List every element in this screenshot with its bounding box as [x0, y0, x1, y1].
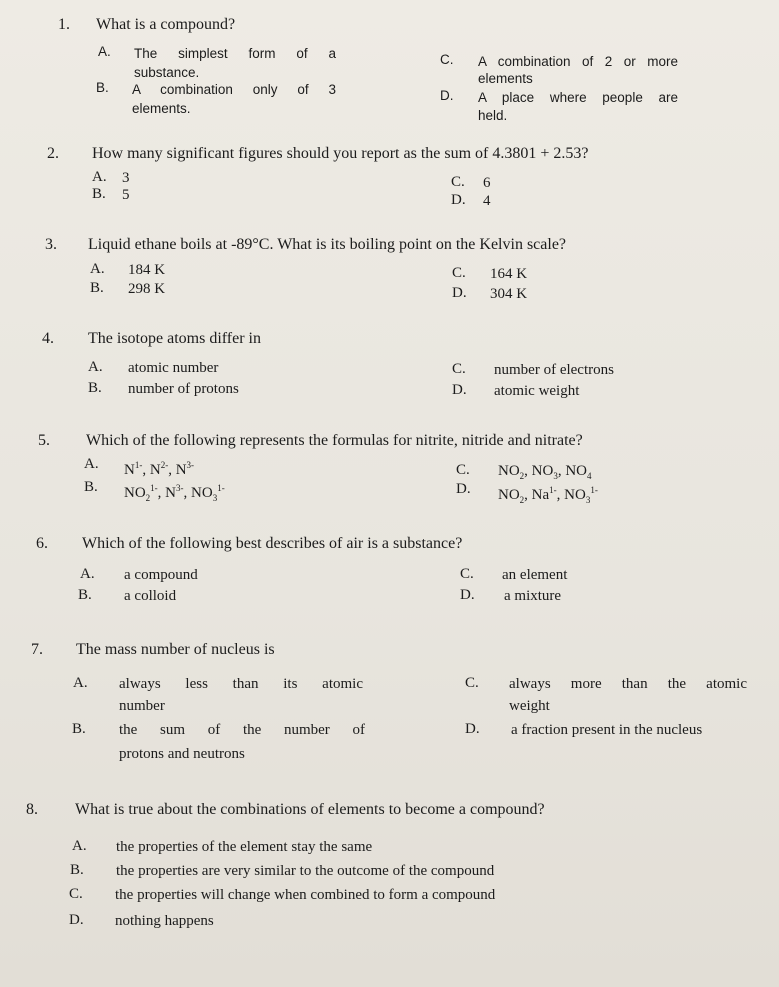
- option-letter: C.: [452, 265, 466, 281]
- option-text-line1: always less than its atomic: [119, 676, 363, 692]
- question-number: 6.: [36, 535, 48, 552]
- option-d[interactable]: [456, 481, 716, 503]
- option-text: nothing happens: [115, 913, 214, 929]
- option-letter: A.: [90, 261, 105, 277]
- option-d[interactable]: [69, 912, 369, 932]
- option-c[interactable]: [69, 886, 649, 906]
- option-letter: B.: [88, 380, 102, 396]
- option-letter: C.: [460, 566, 474, 582]
- option-text-line2: protons and neutrons: [119, 746, 245, 762]
- option-letter: B.: [96, 80, 109, 95]
- option-letter: A.: [98, 44, 111, 59]
- question-text: Which of the following best describes of air is a substance?: [82, 535, 463, 552]
- option-a[interactable]: [90, 261, 230, 281]
- option-text-line2: held.: [478, 108, 508, 123]
- option-formula: $NO_2$, $NO_3$, $NO_4$: [498, 463, 592, 481]
- option-text: number of protons: [128, 381, 239, 397]
- question-number: 3.: [45, 236, 57, 253]
- option-letter: A.: [80, 566, 95, 582]
- option-text-line1: The simplest form of a: [134, 46, 336, 61]
- option-d[interactable]: [460, 587, 680, 607]
- option-text-line2: elements: [478, 71, 533, 86]
- question-text: What is a compound?: [96, 16, 236, 33]
- option-b[interactable]: [90, 280, 230, 300]
- option-text: 298 K: [128, 281, 166, 297]
- option-a[interactable]: [84, 456, 304, 478]
- option-letter: D.: [460, 587, 475, 603]
- question-number: 7.: [31, 641, 43, 658]
- option-letter: D.: [452, 285, 467, 301]
- question-text: How many significant figures should you report as the sum of 4.3801 + 2.53?: [92, 145, 589, 162]
- option-letter: A.: [72, 838, 87, 854]
- option-text: number of electrons: [494, 362, 614, 378]
- option-letter: D.: [451, 192, 466, 208]
- question-number: 8.: [26, 801, 38, 818]
- option-text: an element: [502, 567, 568, 583]
- option-b[interactable]: [92, 186, 212, 206]
- option-c[interactable]: [460, 566, 680, 586]
- option-b[interactable]: [78, 587, 298, 607]
- option-text-line1: A combination only of 3: [132, 82, 336, 97]
- option-text: the properties are very similar to the outcome of the compound: [116, 863, 495, 879]
- option-a[interactable]: [80, 566, 300, 586]
- option-letter: B.: [70, 862, 84, 878]
- option-d[interactable]: [452, 382, 672, 402]
- option-d[interactable]: [440, 88, 680, 128]
- question-number: 2.: [47, 145, 59, 162]
- option-letter: B.: [72, 721, 86, 737]
- option-c[interactable]: [451, 174, 571, 194]
- option-a[interactable]: [88, 359, 308, 379]
- option-text: the properties of the element stay the same: [116, 839, 373, 855]
- option-text-line1: A place where people are: [478, 90, 678, 105]
- option-b[interactable]: [70, 862, 650, 882]
- option-text: the properties will change when combined to form a compound: [115, 887, 496, 903]
- option-text: a mixture: [504, 588, 562, 604]
- option-text-line1: always more than the atomic: [509, 676, 747, 692]
- option-b[interactable]: [96, 80, 336, 120]
- question-text: Liquid ethane boils at -89°C. What is its boiling point on the Kelvin scale?: [88, 236, 567, 253]
- option-text: 5: [122, 187, 130, 203]
- question-text: What is true about the combinations of elements to become a compound?: [75, 801, 545, 818]
- option-letter: D.: [456, 481, 471, 497]
- option-text-line2: elements.: [132, 101, 191, 116]
- option-text: atomic weight: [494, 383, 580, 399]
- option-c[interactable]: [440, 52, 680, 92]
- option-text-line2: number: [119, 698, 165, 714]
- question-text: The isotope atoms differ in: [88, 330, 261, 347]
- option-a[interactable]: [73, 675, 373, 717]
- option-b[interactable]: [84, 479, 344, 501]
- option-b[interactable]: [88, 380, 308, 400]
- option-letter: B.: [92, 186, 106, 202]
- option-text: a compound: [124, 567, 198, 583]
- question-number: 4.: [42, 330, 54, 347]
- option-text-line1: A combination of 2 or more: [478, 54, 678, 69]
- option-letter: B.: [78, 587, 92, 603]
- option-letter: B.: [84, 479, 98, 495]
- option-letter: C.: [69, 886, 83, 902]
- option-letter: D.: [69, 912, 84, 928]
- option-text: 3: [122, 170, 130, 186]
- option-letter: A.: [84, 456, 99, 472]
- option-text: 4: [483, 193, 491, 209]
- option-formula: $N^{1-}$, $N^{2-}$, $N^{3-}$: [124, 460, 195, 478]
- option-text: 184 K: [128, 262, 166, 278]
- option-c[interactable]: [452, 361, 672, 381]
- option-formula: $NO_2^{1-}$, $N^{3-}$, $NO_3^{1-}$: [124, 483, 225, 503]
- option-letter: D.: [465, 721, 480, 737]
- option-a[interactable]: [72, 838, 632, 858]
- option-formula: $NO_2$, $Na^{1-}$, $NO_3^{1-}$: [498, 485, 598, 505]
- option-letter: C.: [465, 675, 479, 691]
- option-letter: B.: [90, 280, 104, 296]
- option-letter: C.: [452, 361, 466, 377]
- question-text: Which of the following represents the formulas for nitrite, nitride and nitrate?: [86, 432, 583, 449]
- option-letter: D.: [452, 382, 467, 398]
- option-letter: A.: [92, 169, 107, 185]
- option-text: atomic number: [128, 360, 219, 376]
- option-letter: A.: [73, 675, 88, 691]
- option-text-line2: weight: [509, 698, 550, 714]
- option-c[interactable]: [465, 675, 755, 717]
- option-letter: C.: [451, 174, 465, 190]
- option-b[interactable]: [72, 721, 372, 763]
- option-text-line2: substance.: [134, 65, 200, 80]
- option-letter: C.: [456, 462, 470, 478]
- option-a[interactable]: [98, 44, 338, 84]
- option-text: 304 K: [490, 286, 528, 302]
- question-number: 5.: [38, 432, 50, 449]
- option-letter: C.: [440, 52, 454, 67]
- option-text-line1: the sum of the number of: [119, 722, 365, 738]
- question-number: 1.: [58, 16, 70, 33]
- option-d[interactable]: [452, 285, 592, 305]
- option-c[interactable]: [452, 265, 592, 285]
- question-text: The mass number of nucleus is: [76, 641, 275, 658]
- option-d[interactable]: [451, 192, 571, 212]
- option-letter: D.: [440, 88, 454, 103]
- option-letter: A.: [88, 359, 103, 375]
- option-text: a fraction present in the nucleus: [511, 722, 703, 738]
- option-text: 164 K: [490, 266, 528, 282]
- option-text: 6: [483, 175, 491, 191]
- option-text: a colloid: [124, 588, 177, 604]
- option-d[interactable]: [465, 721, 765, 741]
